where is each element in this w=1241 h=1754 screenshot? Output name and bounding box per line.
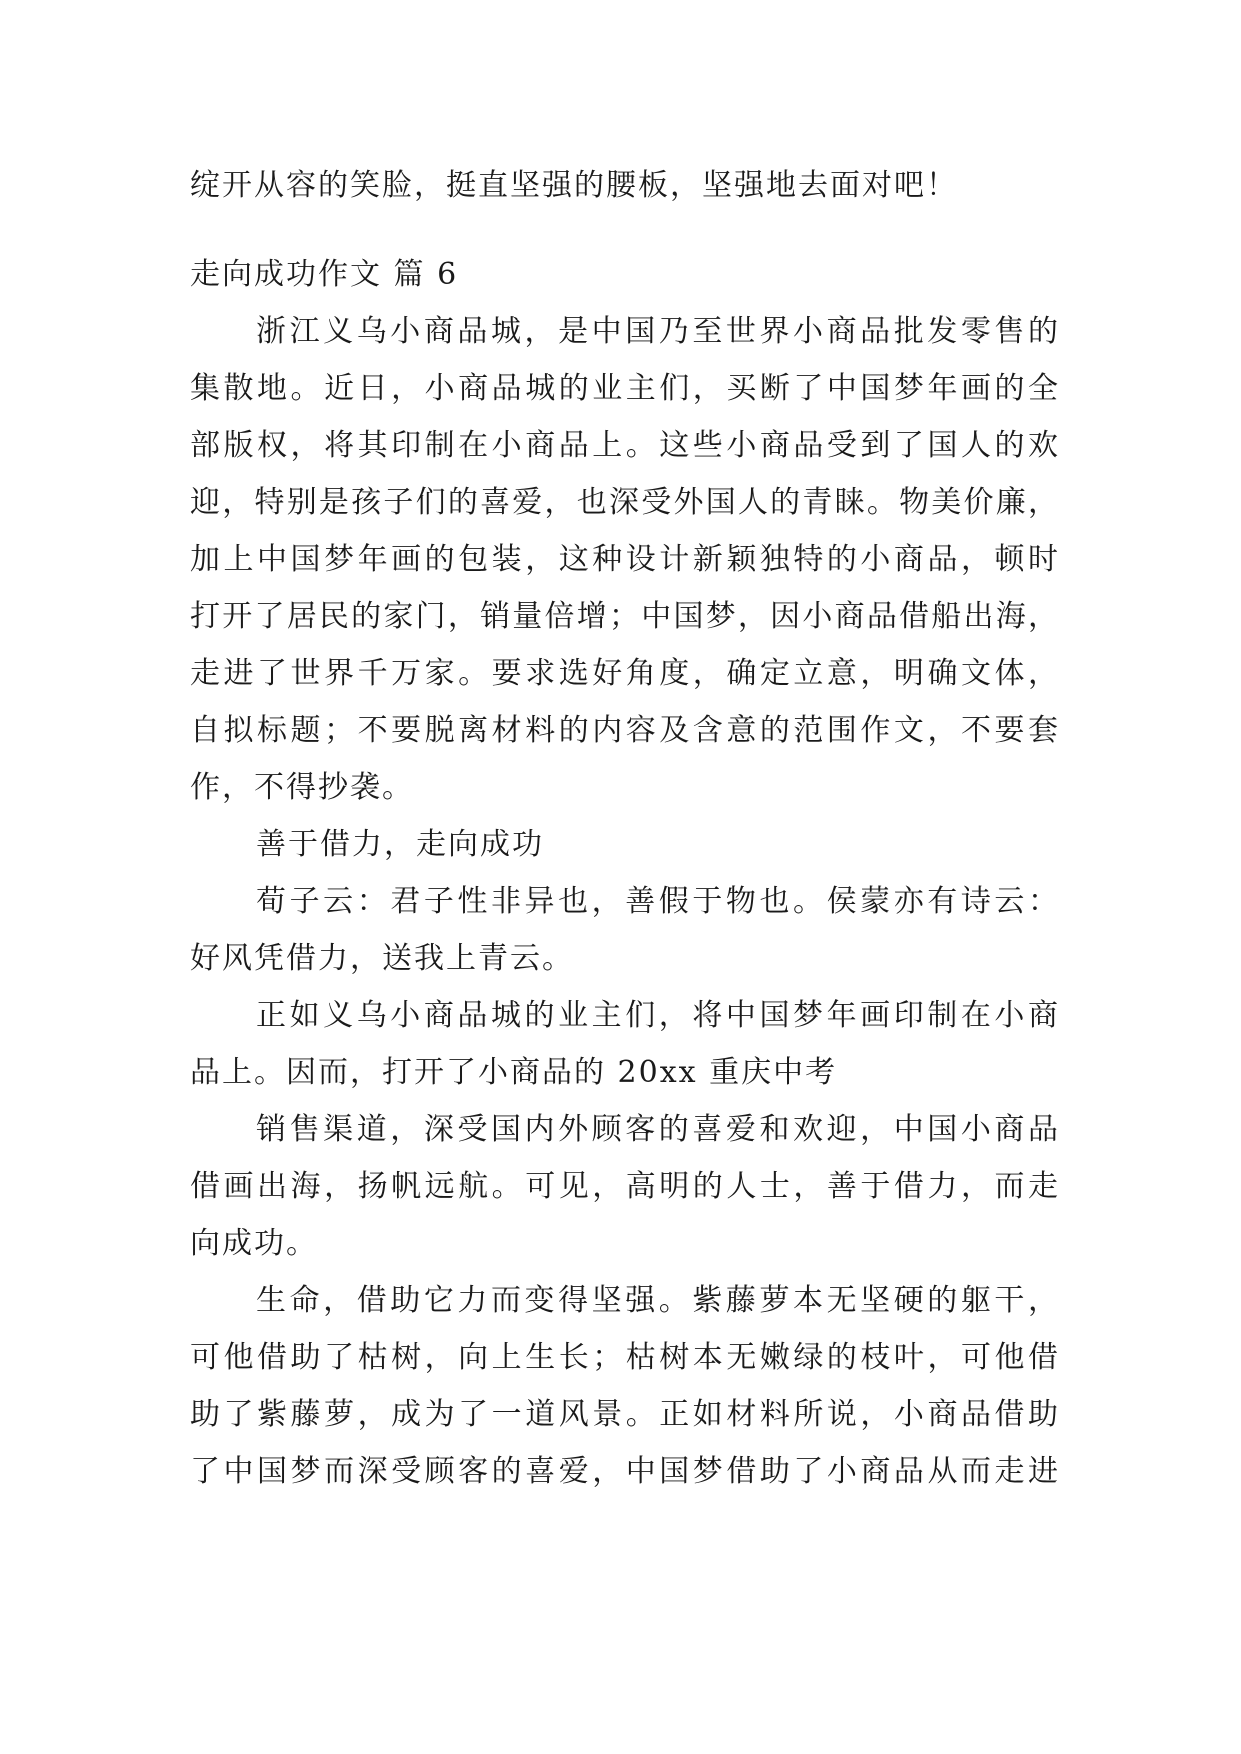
paragraph-line: 销售渠道，深受国内外顾客的喜爱和欢迎，中国小商品 [256,1112,1058,1147]
closing-sentence: 绽开从容的笑脸，挺直坚强的腰板，坚强地去面对吧！ [190,168,958,203]
paragraph-line: 迎，特别是孩子们的喜爱，也深受外国人的青睐。物美价廉， [190,485,1058,520]
paragraph-line: 借画出海，扬帆远航。可见，高明的人士，善于借力，而走 [190,1169,1058,1204]
paragraph-line: 好风凭借力，送我上青云。 [190,941,574,976]
paragraph-line: 自拟标题；不要脱离材料的内容及含意的范围作文，不要套 [190,713,1058,748]
essay-title: 善于借力，走向成功 [256,827,544,862]
paragraph-line: 品上。因而，打开了小商品的 20xx 重庆中考 [190,1055,838,1090]
paragraph-line: 浙江义乌小商品城，是中国乃至世界小商品批发零售的 [256,314,1058,349]
paragraph-line: 加上中国梦年画的包装，这种设计新颖独特的小商品，顿时 [190,542,1058,577]
paragraph-line: 正如义乌小商品城的业主们，将中国梦年画印制在小商 [256,998,1058,1033]
paragraph-line: 可他借助了枯树，向上生长；枯树本无嫩绿的枝叶，可他借 [190,1340,1058,1375]
paragraph-line: 向成功。 [190,1226,318,1261]
paragraph-line: 打开了居民的家门，销量倍增；中国梦，因小商品借船出海， [190,599,1058,634]
paragraph-line: 走进了世界千万家。要求选好角度，确定立意，明确文体， [190,656,1058,691]
paragraph-line: 生命，借助它力而变得坚强。紫藤萝本无坚硬的躯干， [256,1283,1058,1318]
paragraph-line: 助了紫藤萝，成为了一道风景。正如材料所说，小商品借助 [190,1397,1058,1432]
paragraph-line: 作，不得抄袭。 [190,770,414,805]
paragraph-line: 部版权，将其印制在小商品上。这些小商品受到了国人的欢 [190,428,1058,463]
paragraph-line: 集散地。近日，小商品城的业主们，买断了中国梦年画的全 [190,371,1058,406]
paragraph-line: 了中国梦而深受顾客的喜爱，中国梦借助了小商品从而走进 [190,1454,1058,1489]
section-heading: 走向成功作文 篇 6 [190,257,459,292]
paragraph-line: 荀子云：君子性非异也，善假于物也。侯蒙亦有诗云： [256,884,1058,919]
